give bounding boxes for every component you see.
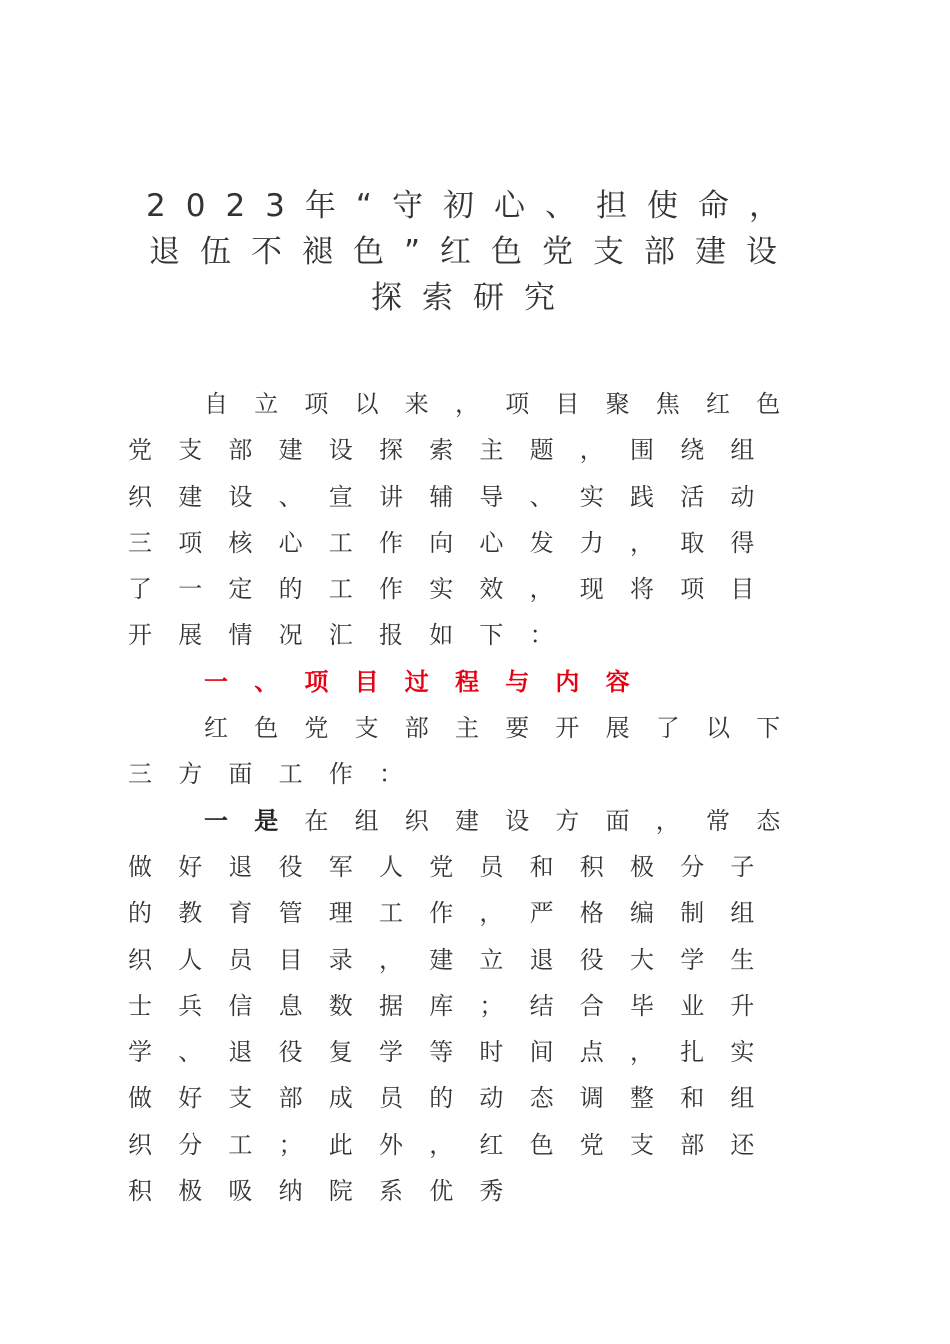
document-body xyxy=(128,381,818,1214)
section-heading: 一、项目过程与内容 xyxy=(204,667,656,696)
item-text: 在组织建设方面，常态做好退役军人党员和积极分子的教育管理工作，严格编制组织人员目录，建立退役大学生士兵信息数据库；结合毕业升学、退役复学等时间点，扎实做好支部成员的动态调整和组织分工；此外，红色党支部还积极吸纳院系优秀 xyxy=(128,806,807,1206)
intro-paragraph: 自立项以来，项目聚焦红色党支部建设探索主题，围绕组织建设、宣讲辅导、实践活动三项核心工作向心发力，取得了一定的工作实效，现将项目开展情况汇报如下： xyxy=(128,390,807,650)
item-lead: 一是 xyxy=(204,806,305,835)
section-intro-paragraph: 红色党支部主要开展了以下三方面工作： xyxy=(128,714,807,789)
document-title: 2023年“守初心、担使命，退伍不褪色”红色党支部建设探索研究 xyxy=(146,188,800,316)
item-paragraph xyxy=(128,798,818,1215)
